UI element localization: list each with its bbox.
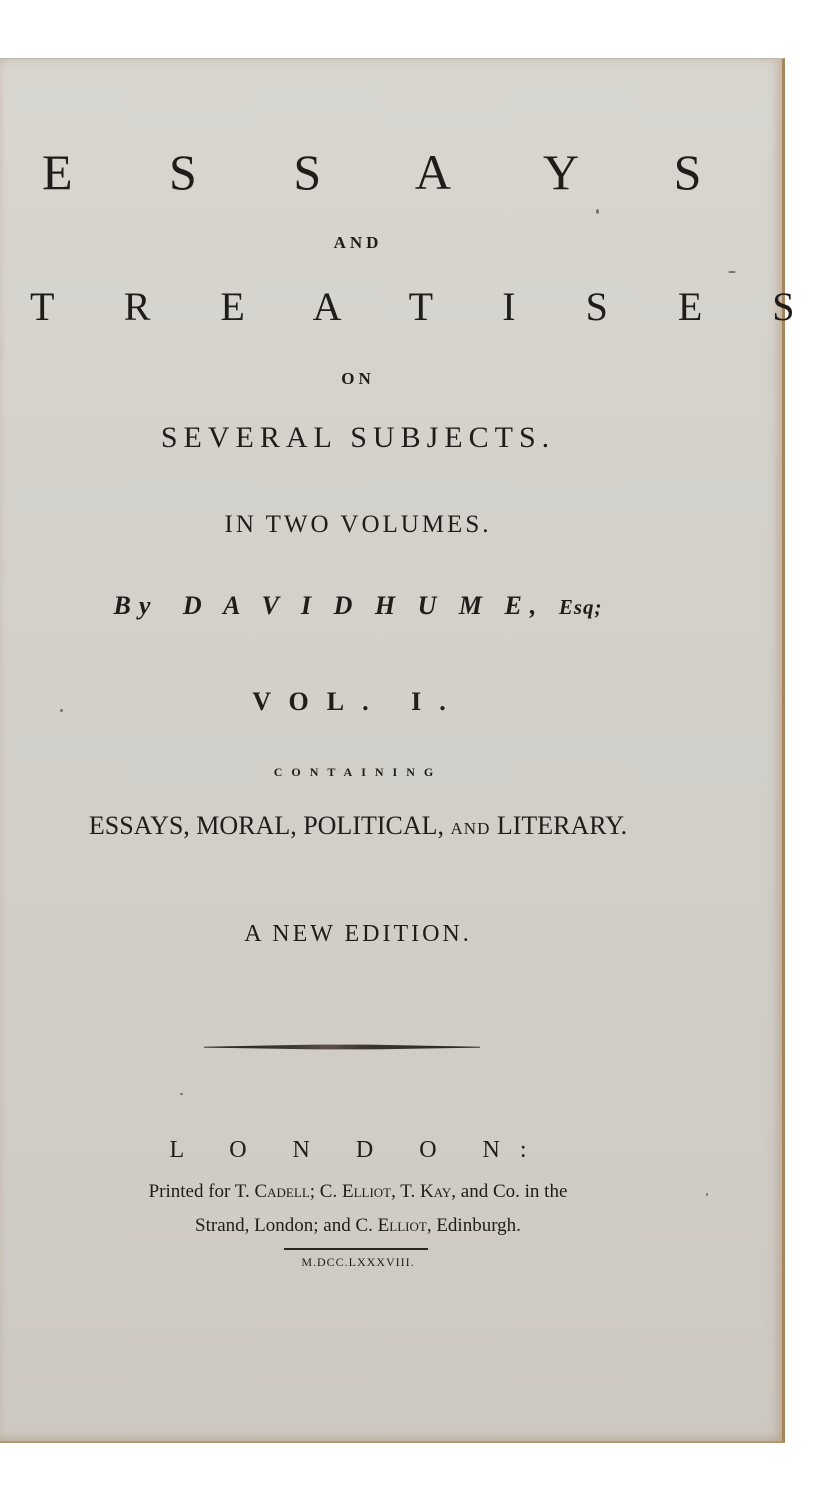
imprint-line-1 <box>0 1181 716 1203</box>
contents-and: AND <box>450 819 491 838</box>
author-name: D A V I D H U M E, <box>182 591 545 620</box>
paper-speck <box>706 1193 708 1196</box>
volume-count: IN TWO VOLUMES. <box>224 511 492 538</box>
title-preposition-on: ON <box>341 369 375 388</box>
paper-speck <box>596 209 599 214</box>
imprint-text: Printed for T. <box>148 1181 250 1202</box>
imprint-city: L O N D O N: <box>169 1137 547 1163</box>
imprint-line-2 <box>0 1215 716 1237</box>
contents-line <box>0 811 716 841</box>
contents-end: LITERARY. <box>496 811 628 840</box>
book-title: E S S A Y S <box>42 144 744 200</box>
imprint-text: , and Co. in the <box>451 1181 568 1202</box>
ornamental-rule <box>204 1044 480 1050</box>
printer-name-kay: Kay <box>419 1181 452 1202</box>
containing-label: CONTAINING <box>273 765 443 779</box>
volume-number: VOL. I. <box>252 687 464 716</box>
title-conjunction-and: AND <box>333 233 383 252</box>
paper-speck <box>180 1093 183 1095</box>
imprint-text: Strand, London; and C. <box>195 1215 373 1236</box>
contents-main: ESSAYS, MORAL, POLITICAL, <box>88 811 445 840</box>
paper-speck <box>60 709 63 712</box>
printer-name-cadell: Cadell <box>254 1181 310 1202</box>
author-line <box>0 591 716 621</box>
printer-name-elliot: Elliot <box>341 1181 392 1202</box>
author-prefix: By <box>113 591 159 620</box>
printer-name-elliot: Elliot <box>377 1215 427 1236</box>
paper-speck <box>728 271 736 273</box>
title-page <box>0 58 825 1443</box>
imprint-text: ; C. <box>309 1181 338 1202</box>
publication-date: M.DCC.LXXXVIII. <box>301 1255 415 1269</box>
imprint-text: , Edinburgh. <box>426 1215 521 1236</box>
date-rule <box>284 1248 428 1250</box>
imprint-text: , T. <box>391 1181 416 1202</box>
edition-statement: A NEW EDITION. <box>244 921 472 947</box>
book-title-treatises: T R E A T I S E S <box>30 284 825 329</box>
subtitle-subjects: SEVERAL SUBJECTS. <box>160 421 556 454</box>
author-suffix: Esq; <box>558 595 603 619</box>
